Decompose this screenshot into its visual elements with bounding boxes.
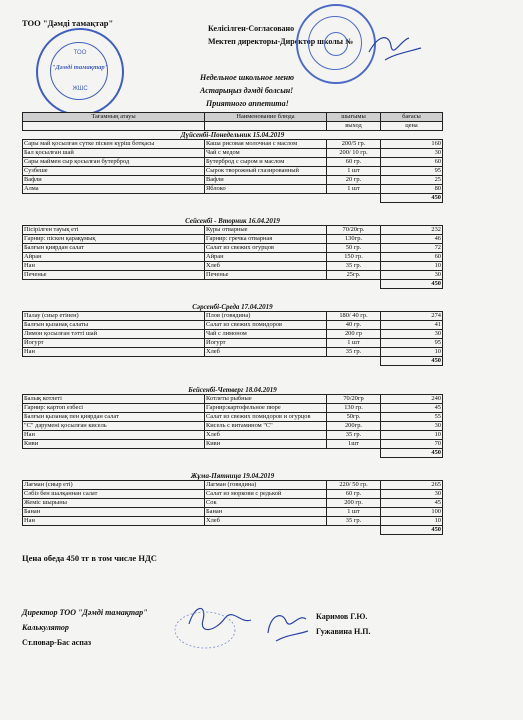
- dish-price: 274: [381, 312, 443, 321]
- dish-name-kz: Палау (сиыр етінен): [23, 312, 205, 321]
- dish-name-ru: Куры отварные: [205, 226, 327, 235]
- table-row: [23, 499, 443, 508]
- day-total: 450: [381, 357, 443, 366]
- dish-price: 70: [381, 440, 443, 449]
- dish-yield: 180/ 40 гр.: [327, 312, 381, 321]
- dish-yield: 35 гр.: [327, 348, 381, 357]
- day-title: Жұма-Пятница 19.04.2019: [190, 472, 275, 480]
- dish-yield: 70/20гр: [327, 395, 381, 404]
- day-title: Сәрсенбі-Среда 17.04.2019: [192, 303, 273, 311]
- menu-subtitle-ru: Приятного аппетита!: [206, 99, 289, 108]
- dish-yield: 1шт: [327, 440, 381, 449]
- dish-name-kz: Лимон қосылған тәтті шай: [23, 330, 205, 339]
- col-price-ru: цена: [381, 122, 443, 131]
- dish-yield: 220/ 50 гр.: [327, 481, 381, 490]
- dish-name-kz: Балық котлеті: [23, 395, 205, 404]
- dish-price: 95: [381, 339, 443, 348]
- day-total-row: [23, 194, 443, 203]
- dish-name-kz: Балғын қызанақ пен қиярдан салат: [23, 413, 205, 422]
- dish-yield: 200 гр.: [327, 499, 381, 508]
- table-row: [23, 244, 443, 253]
- table-row: [23, 440, 443, 449]
- dish-name-kz: Бал қосылған шай: [23, 149, 205, 158]
- day-total: 450: [381, 526, 443, 535]
- table-row: [23, 140, 443, 149]
- table-row: [23, 262, 443, 271]
- dish-name-kz: Печенье: [23, 271, 205, 280]
- dish-price: 10: [381, 517, 443, 526]
- dish-yield: 150 гр.: [327, 253, 381, 262]
- dish-price: 45: [381, 404, 443, 413]
- dish-name-kz: Сары май қосылған сүтке піскен күріш ботқасы: [23, 140, 205, 149]
- dish-name-ru: Сырок творожный глазированный: [205, 167, 327, 176]
- day-gap: [23, 203, 443, 218]
- dish-name-kz: "С" дәрумені қосылған кисель: [23, 422, 205, 431]
- dish-name-ru: Бутерброд с сыром и маслом: [205, 158, 327, 167]
- dish-name-kz: Сәбіз бен шалқаннан салат: [23, 490, 205, 499]
- dish-name-kz: Лағман (сиыр еті): [23, 481, 205, 490]
- dish-name-ru: Айран: [205, 253, 327, 262]
- col-name-ru: Наименование блюда: [205, 113, 327, 122]
- table-row: [23, 158, 443, 167]
- table-row: [23, 395, 443, 404]
- stamp-top-text: ТОО: [73, 50, 87, 56]
- dish-name-kz: Нан: [23, 517, 205, 526]
- table-row: [23, 422, 443, 431]
- dish-yield: 60 гр.: [327, 490, 381, 499]
- dish-price: 95: [381, 167, 443, 176]
- table-row: [23, 481, 443, 490]
- day-total-row: [23, 526, 443, 535]
- dish-name-ru: Чай с лимоном: [205, 330, 327, 339]
- day-total: 450: [381, 449, 443, 458]
- dish-name-kz: Нан: [23, 262, 205, 271]
- day-header: [23, 131, 443, 140]
- chef-label: Ст.повар-Бас аспаз: [22, 638, 92, 647]
- table-row: [23, 431, 443, 440]
- dish-name-kz: Нан: [23, 348, 205, 357]
- dish-name-kz: Пісірілген тауық еті: [23, 226, 205, 235]
- dish-yield: 130 гр.: [327, 404, 381, 413]
- dish-name-ru: Сок: [205, 499, 327, 508]
- dish-yield: 1 шт: [327, 508, 381, 517]
- dish-name-kz: Нан: [23, 431, 205, 440]
- day-total-row: [23, 449, 443, 458]
- dish-yield: 1 шт: [327, 185, 381, 194]
- day-header: [23, 472, 443, 481]
- dish-name-ru: Чай с медом: [205, 149, 327, 158]
- table-row: [23, 330, 443, 339]
- dish-name-ru: Банан: [205, 508, 327, 517]
- dish-yield: 60 гр.: [327, 158, 381, 167]
- school-stamp: [296, 4, 376, 84]
- dish-name-ru: Салат из свежих помидоров: [205, 321, 327, 330]
- dish-price: 60: [381, 158, 443, 167]
- table-row: [23, 348, 443, 357]
- dish-yield: 200/5 гр.: [327, 140, 381, 149]
- dish-price: 30: [381, 422, 443, 431]
- menu-table: [22, 112, 443, 535]
- dish-price: 41: [381, 321, 443, 330]
- day-header: [23, 217, 443, 226]
- stamp-center-text: "Дәмді тамақтар": [51, 64, 109, 71]
- col-yield-ru: выход: [327, 122, 381, 131]
- company-name: ТОО "Дәмді тамақтар": [22, 18, 114, 28]
- dish-name-kz: Сузбеше: [23, 167, 205, 176]
- table-row: [23, 517, 443, 526]
- menu-title: Недельное школьное меню: [200, 73, 294, 82]
- dish-price: 160: [381, 140, 443, 149]
- day-title: Сейсенбі - Вторник 16.04.2019: [185, 217, 280, 225]
- dish-price: 30: [381, 149, 443, 158]
- col-price-kz: бағасы: [381, 113, 443, 122]
- dish-price: 30: [381, 490, 443, 499]
- dish-yield: 20 гр.: [327, 176, 381, 185]
- dish-price: 80: [381, 185, 443, 194]
- table-subheader-row: [23, 122, 443, 131]
- price-note: Цена обеда 450 тг в том числе НДС: [22, 553, 157, 563]
- dish-name-kz: Гарнир: піскен қарақұмық: [23, 235, 205, 244]
- calculator-label: Калькулятор: [22, 623, 69, 632]
- table-row: [23, 413, 443, 422]
- table-row: [23, 167, 443, 176]
- table-row: [23, 508, 443, 517]
- dish-name-kz: Айран: [23, 253, 205, 262]
- dish-yield: 130гр.: [327, 235, 381, 244]
- dish-name-kz: Йогурт: [23, 339, 205, 348]
- dish-name-ru: Хлеб: [205, 348, 327, 357]
- table-header-row: [23, 113, 443, 122]
- dish-name-ru: Хлеб: [205, 431, 327, 440]
- table-row: [23, 271, 443, 280]
- table-row: [23, 253, 443, 262]
- dish-price: 72: [381, 244, 443, 253]
- dish-price: 30: [381, 330, 443, 339]
- day-header: [23, 386, 443, 395]
- dish-yield: 35 гр.: [327, 262, 381, 271]
- stamp-bottom-text: ЖШС: [72, 86, 88, 92]
- dish-name-ru: Плов (говядина): [205, 312, 327, 321]
- dish-yield: 35 гр.: [327, 517, 381, 526]
- dish-price: 10: [381, 262, 443, 271]
- table-row: [23, 339, 443, 348]
- company-stamp: [36, 28, 124, 116]
- table-row: [23, 490, 443, 499]
- dish-yield: 35 гр.: [327, 431, 381, 440]
- dish-name-ru: Гарнир:картофельное пюре: [205, 404, 327, 413]
- dish-name-ru: Йогурт: [205, 339, 327, 348]
- table-row: [23, 149, 443, 158]
- director-signature: [365, 30, 425, 70]
- dish-yield: 200гр.: [327, 422, 381, 431]
- dish-yield: 200 гр: [327, 330, 381, 339]
- dish-price: 55: [381, 413, 443, 422]
- dish-name-kz: Сары маймен сыр қосылған бутерброд: [23, 158, 205, 167]
- dish-price: 60: [381, 253, 443, 262]
- dish-name-kz: Вафли: [23, 176, 205, 185]
- dish-price: 45: [381, 499, 443, 508]
- dish-name-ru: Киви: [205, 440, 327, 449]
- day-total: 450: [381, 194, 443, 203]
- chef-signature: [262, 605, 312, 650]
- dish-name-kz: Киви: [23, 440, 205, 449]
- dish-price: 25: [381, 176, 443, 185]
- dish-name-kz: Алма: [23, 185, 205, 194]
- table-row: [23, 185, 443, 194]
- dish-name-ru: Кисель с витамином "С": [205, 422, 327, 431]
- dish-name-ru: Яблоко: [205, 185, 327, 194]
- dish-name-ru: Каша рисовая молочная с маслом: [205, 140, 327, 149]
- dish-name-kz: Гарнир: картоп езбесі: [23, 404, 205, 413]
- dish-price: 240: [381, 395, 443, 404]
- dish-price: 10: [381, 348, 443, 357]
- dish-name-kz: Балғын қиярдан салат: [23, 244, 205, 253]
- day-gap: [23, 289, 443, 304]
- day-total-row: [23, 280, 443, 289]
- table-row: [23, 321, 443, 330]
- menu-subtitle-kz: Астарыңыз дәмді болсын!: [200, 86, 294, 95]
- dish-name-ru: Гарнир: гречка отварная: [205, 235, 327, 244]
- dish-name-ru: Котлеты рыбные: [205, 395, 327, 404]
- dish-name-ru: Печенье: [205, 271, 327, 280]
- dish-name-ru: Хлеб: [205, 262, 327, 271]
- col-yield-kz: шығымы: [327, 113, 381, 122]
- day-total: 450: [381, 280, 443, 289]
- director-name: Каримов Г.Ю.: [316, 612, 368, 621]
- day-gap: [23, 366, 443, 387]
- dish-name-ru: Салат из моркови с редькой: [205, 490, 327, 499]
- table-row: [23, 226, 443, 235]
- dish-name-kz: Банан: [23, 508, 205, 517]
- table-row: [23, 176, 443, 185]
- dish-yield: 70/20гр.: [327, 226, 381, 235]
- approval-label: Келісілген-Согласовано: [208, 24, 295, 33]
- dish-name-kz: Жеміс шырыны: [23, 499, 205, 508]
- day-header: [23, 303, 443, 312]
- day-title: Дүйсенбі-Понедельник 15.04.2019: [180, 131, 285, 139]
- dish-name-ru: Вафли: [205, 176, 327, 185]
- dish-price: 100: [381, 508, 443, 517]
- dish-yield: 50 гр.: [327, 244, 381, 253]
- col-name-kz: Тағамның атауы: [23, 113, 205, 122]
- dish-name-ru: Хлеб: [205, 517, 327, 526]
- dish-yield: 50гр.: [327, 413, 381, 422]
- dish-yield: 40 гр.: [327, 321, 381, 330]
- day-gap: [23, 458, 443, 473]
- chef-name: Гужавина Н.П.: [316, 627, 371, 636]
- table-row: [23, 404, 443, 413]
- dish-name-kz: Балғын қызанақ салаты: [23, 321, 205, 330]
- dish-yield: 1 шт: [327, 339, 381, 348]
- dish-price: 232: [381, 226, 443, 235]
- dish-name-ru: Салат из свежих огурцов: [205, 244, 327, 253]
- table-row: [23, 312, 443, 321]
- dish-name-ru: Лагман (говядина): [205, 481, 327, 490]
- dish-price: 30: [381, 271, 443, 280]
- dish-price: 46: [381, 235, 443, 244]
- dish-yield: 1 шт: [327, 167, 381, 176]
- dish-yield: 200/ 10 гр.: [327, 149, 381, 158]
- day-total-row: [23, 357, 443, 366]
- chef-stamp: [170, 608, 240, 652]
- dish-name-ru: Салат из свежих помидоров и огурцов: [205, 413, 327, 422]
- day-title: Бейсенбі-Четверг 18.04.2019: [188, 386, 277, 394]
- director-label: Директор ТОО "Дәмді тамақтар": [22, 608, 148, 617]
- director-line: Мектеп директоры-Директор школы №: [208, 37, 354, 46]
- dish-price: 265: [381, 481, 443, 490]
- dish-yield: 25гр.: [327, 271, 381, 280]
- table-row: [23, 235, 443, 244]
- dish-price: 10: [381, 431, 443, 440]
